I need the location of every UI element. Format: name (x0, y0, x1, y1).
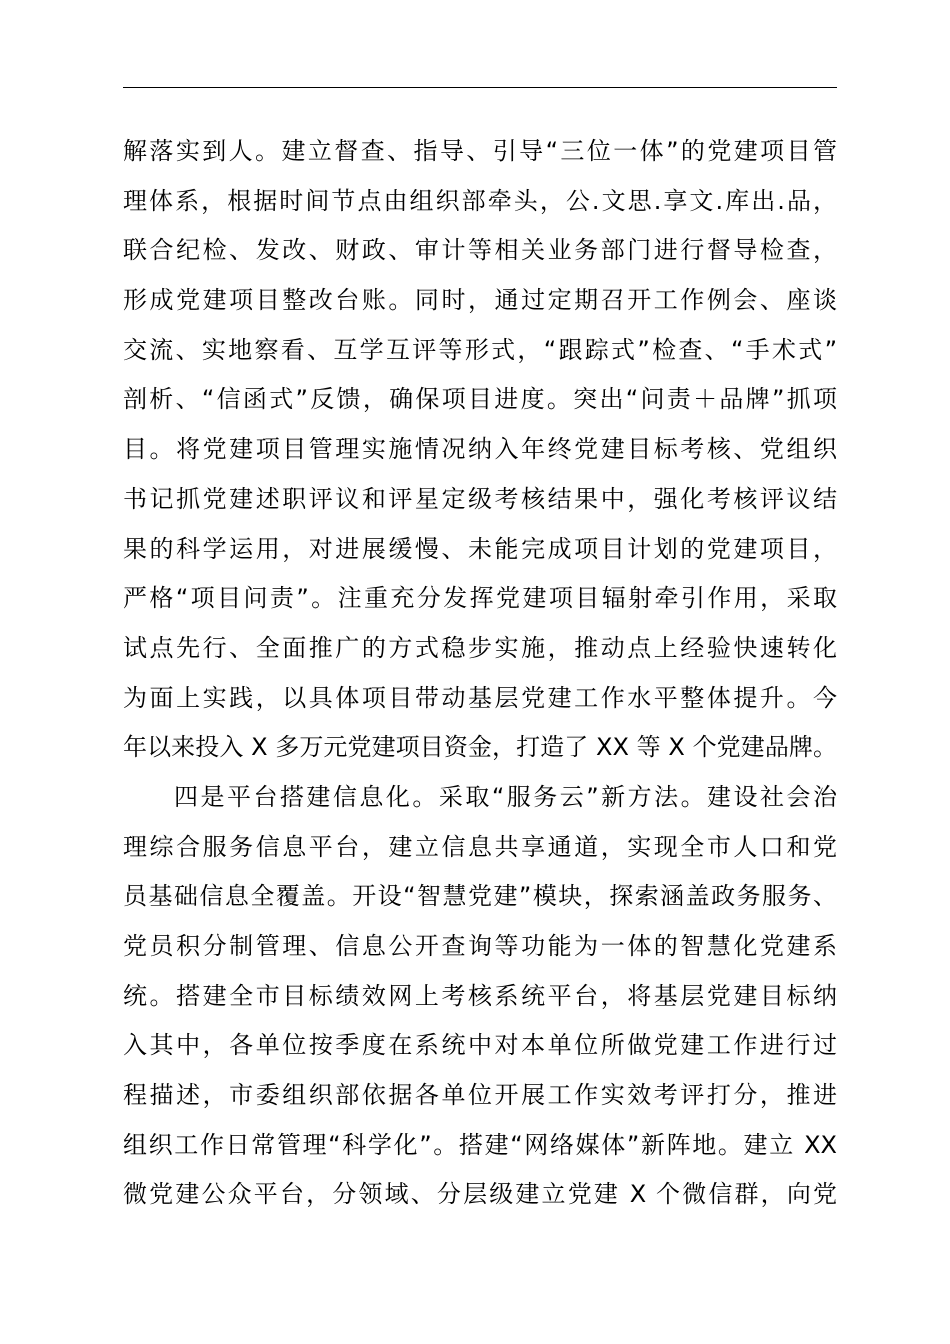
text-line: 理综合服务信息平台，建立信息共享通道，实现全市人口和党 (123, 832, 837, 861)
text-line: 联合纪检、发改、财政、审计等相关业务部门进行督导检查， (123, 236, 837, 265)
text-line: 形成党建项目整改台账。同时，通过定期召开工作例会、座谈 (123, 286, 837, 315)
text-line: 理体系，根据时间节点由组织部牵头，公.文思.享文.库出.品， (123, 186, 837, 215)
text-line: 年以来投入 X 多万元党建项目资金，打造了 XX 等 X 个党建品牌。 (123, 733, 837, 762)
text-line: 果的科学运用，对进展缓慢、未能完成项目计划的党建项目， (123, 534, 837, 563)
text-line: 组织工作日常管理“科学化”。搭建“网络媒体”新阵地。建立 XX (123, 1130, 837, 1159)
text-line: 目。将党建项目管理实施情况纳入年终党建目标考核、党组织 (123, 435, 837, 464)
text-line: 员基础信息全覆盖。开设“智慧党建”模块，探索涵盖政务服务、 (123, 882, 837, 911)
text-line: 剖析、“信函式”反馈，确保项目进度。突出“问责＋品牌”抓项 (123, 385, 837, 414)
body-text (123, 127, 837, 1220)
text-line: 解落实到人。建立督查、指导、引导“三位一体”的党建项目管 (123, 137, 837, 165)
text-line: 书记抓党建述职评议和评星定级考核结果中，强化考核评议结 (123, 484, 837, 513)
text-line: 微党建公众平台，分领域、分层级建立党建 X 个微信群，向党 (123, 1180, 837, 1209)
text-line: 程描述，市委组织部依据各单位开展工作实效考评打分，推进 (123, 1081, 837, 1110)
text-line: 党员积分制管理、信息公开查询等功能为一体的智慧化党建系 (123, 932, 837, 960)
text-line: 严格“项目问责”。注重充分发挥党建项目辐射牵引作用，采取 (123, 584, 837, 613)
text-line: 统。搭建全市目标绩效网上考核系统平台，将基层党建目标纳 (123, 981, 837, 1010)
text-line: 为面上实践，以具体项目带动基层党建工作水平整体提升。今 (123, 683, 837, 712)
header-rule (123, 87, 837, 88)
paragraph-start-line: 四是平台搭建信息化。采取“服务云”新方法。建设社会治 (174, 782, 837, 811)
text-line: 入其中，各单位按季度在系统中对本单位所做党建工作进行过 (123, 1031, 837, 1060)
text-line: 交流、实地察看、互学互评等形式，“跟踪式”检查、“手术式” (123, 335, 837, 364)
text-line: 试点先行、全面推广的方式稳步实施，推动点上经验快速转化 (123, 633, 837, 662)
